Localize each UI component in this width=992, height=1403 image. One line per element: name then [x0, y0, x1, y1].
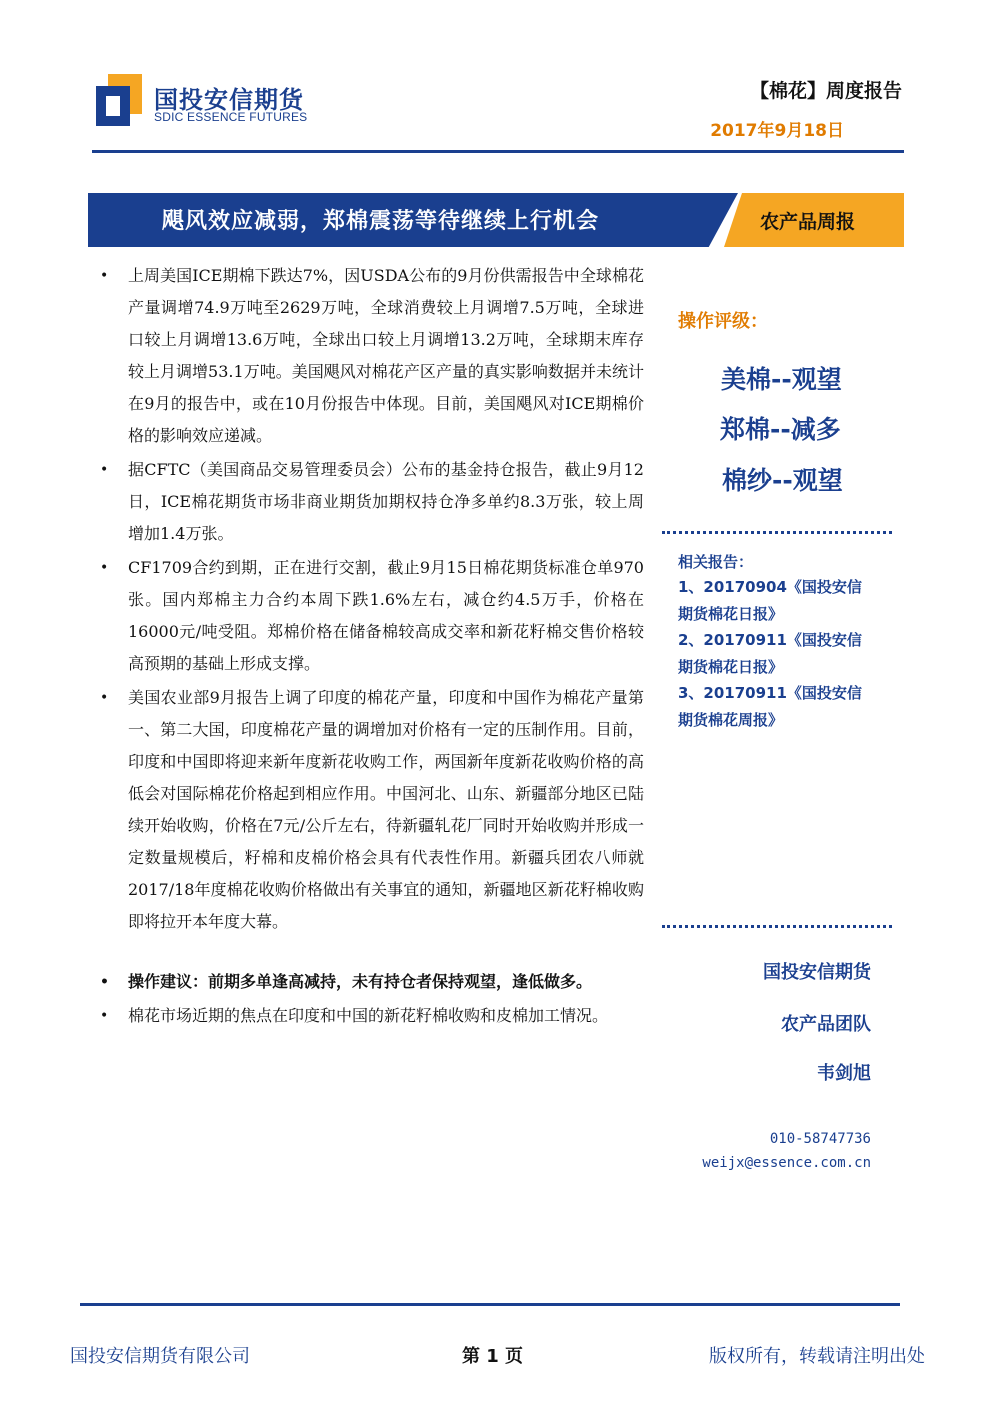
page-number: 第 1 页 — [462, 1346, 524, 1367]
analyst-team: 农产品团队 — [781, 1014, 871, 1035]
bullet-dot: • — [100, 974, 109, 990]
related-report-link[interactable]: 3、20170911《国投安信 — [678, 684, 862, 702]
spacer — [96, 940, 644, 966]
analyst-name: 韦剑旭 — [817, 1063, 871, 1084]
paragraph-text: 美国农业部9月报告上调了印度的棉花产量，印度和中国作为棉花产量第一、第二大国，印度棉花产量的调增加对价格有一定的压制作用。目前，印度和中国即将迎来新年度新花收购工作，两国新年度新花收购价格的高低会对国际棉花价格起到相应作用。中国河北、山东、新疆部分地区已陆续开始收购，价格在7元/公斤左右，待新疆轧花厂同时开始收购并形成一定数量规模后，籽棉和皮棉价格会具有代表性作用。新疆兵团农八师就2017/18年度棉花收购价格做出有关事宜的通知，新疆地区新花籽棉收购即将拉开本年度大幕。 — [128, 688, 644, 931]
bullet-dot: • — [100, 560, 109, 576]
rating-us-cotton: 美棉--观望 — [721, 365, 842, 394]
bullet-paragraph — [96, 552, 644, 680]
related-reports-list — [678, 574, 888, 733]
bullet-dot: • — [100, 268, 109, 284]
footer-divider — [80, 1303, 900, 1306]
report-title: 飓风效应减弱，郑棉震荡等待继续上行机会 — [162, 209, 600, 234]
bullet-paragraph — [96, 260, 644, 452]
related-report-link[interactable]: 2、20170911《国投安信 — [678, 631, 862, 649]
header-divider — [92, 150, 904, 153]
related-report-link[interactable]: 期货棉花日报》 — [678, 657, 784, 676]
report-type: 【棉花】周度报告 — [749, 80, 902, 102]
analyst-email[interactable]: weijx@essence.com.cn — [702, 1155, 871, 1171]
report-date: 2017年9月18日 — [710, 121, 844, 141]
related-report-link[interactable]: 期货棉花日报》 — [678, 604, 784, 623]
sidebar-divider — [662, 925, 892, 928]
paragraph-text: CF1709合约到期，正在进行交割，截止9月15日棉花期货标准仓单970张。国内郑棉主力合约本周下跌1.6%左右，减仓约4.5万手，价格在16000元/吨受阻。郑棉价格在储备棉较高成交率和新花籽棉交售价格较高预期的基础上形成支撑。 — [128, 558, 644, 673]
bullet-dot: • — [100, 1008, 109, 1024]
report-body — [96, 260, 644, 1034]
analyst-phone: 010-58747736 — [769, 1131, 871, 1147]
sidebar-divider — [662, 531, 892, 534]
logo-name-en: SDIC ESSENCE FUTURES — [154, 110, 308, 124]
analyst-company: 国投安信期货 — [763, 962, 871, 983]
category-tag-label: 农产品周报 — [760, 211, 856, 233]
company-logo — [96, 74, 306, 130]
focus-paragraph — [96, 1000, 644, 1032]
related-report-link[interactable]: 1、20170904《国投安信 — [678, 578, 862, 596]
bullet-dot: • — [100, 462, 109, 478]
rating-label: 操作评级： — [678, 311, 768, 332]
logo-mark-icon — [96, 74, 142, 126]
bullet-paragraph — [96, 682, 644, 938]
footer-company: 国投安信期货有限公司 — [70, 1346, 250, 1367]
rating-zhengzhou-cotton: 郑棉--减多 — [720, 415, 841, 444]
related-reports-title: 相关报告： — [678, 553, 754, 571]
bullet-paragraph — [96, 454, 644, 550]
paragraph-text: 据CFTC（美国商品交易管理委员会）公布的基金持仓报告，截止9月12日，ICE棉花期货市场非商业期货加期权持仓净多单约8.3万张，较上周增加1.4万张。 — [128, 460, 644, 543]
bullet-dot: • — [100, 690, 109, 706]
advice-paragraph — [96, 966, 644, 998]
paragraph-text: 上周美国ICE期棉下跌达7%，因USDA公布的9月份供需报告中全球棉花产量调增74.9万吨至2629万吨，全球消费较上月调增7.5万吨，全球进口较上月调增13.6万吨，全球出口较上月调增13.2万吨，全球期末库存较上月调增53.1万吨。美国飓风对棉花产区产量的真实影响数据并未统计在9月的报告中，或在10月份报告中体现。目前，美国飓风对ICE期棉价格的影响效应递减。 — [128, 266, 644, 445]
footer-copyright: 版权所有，转载请注明出处 — [709, 1346, 925, 1367]
related-report-link[interactable]: 期货棉花周报》 — [678, 710, 784, 729]
advice-text: 操作建议：前期多单逢高减持，未有持仓者保持观望，逢低做多。 — [128, 972, 593, 991]
rating-cotton-yarn: 棉纱--观望 — [722, 466, 843, 495]
focus-text: 棉花市场近期的焦点在印度和中国的新花籽棉收购和皮棉加工情况。 — [128, 1006, 609, 1025]
logo-name-cn: 国投安信期货 — [154, 86, 304, 114]
